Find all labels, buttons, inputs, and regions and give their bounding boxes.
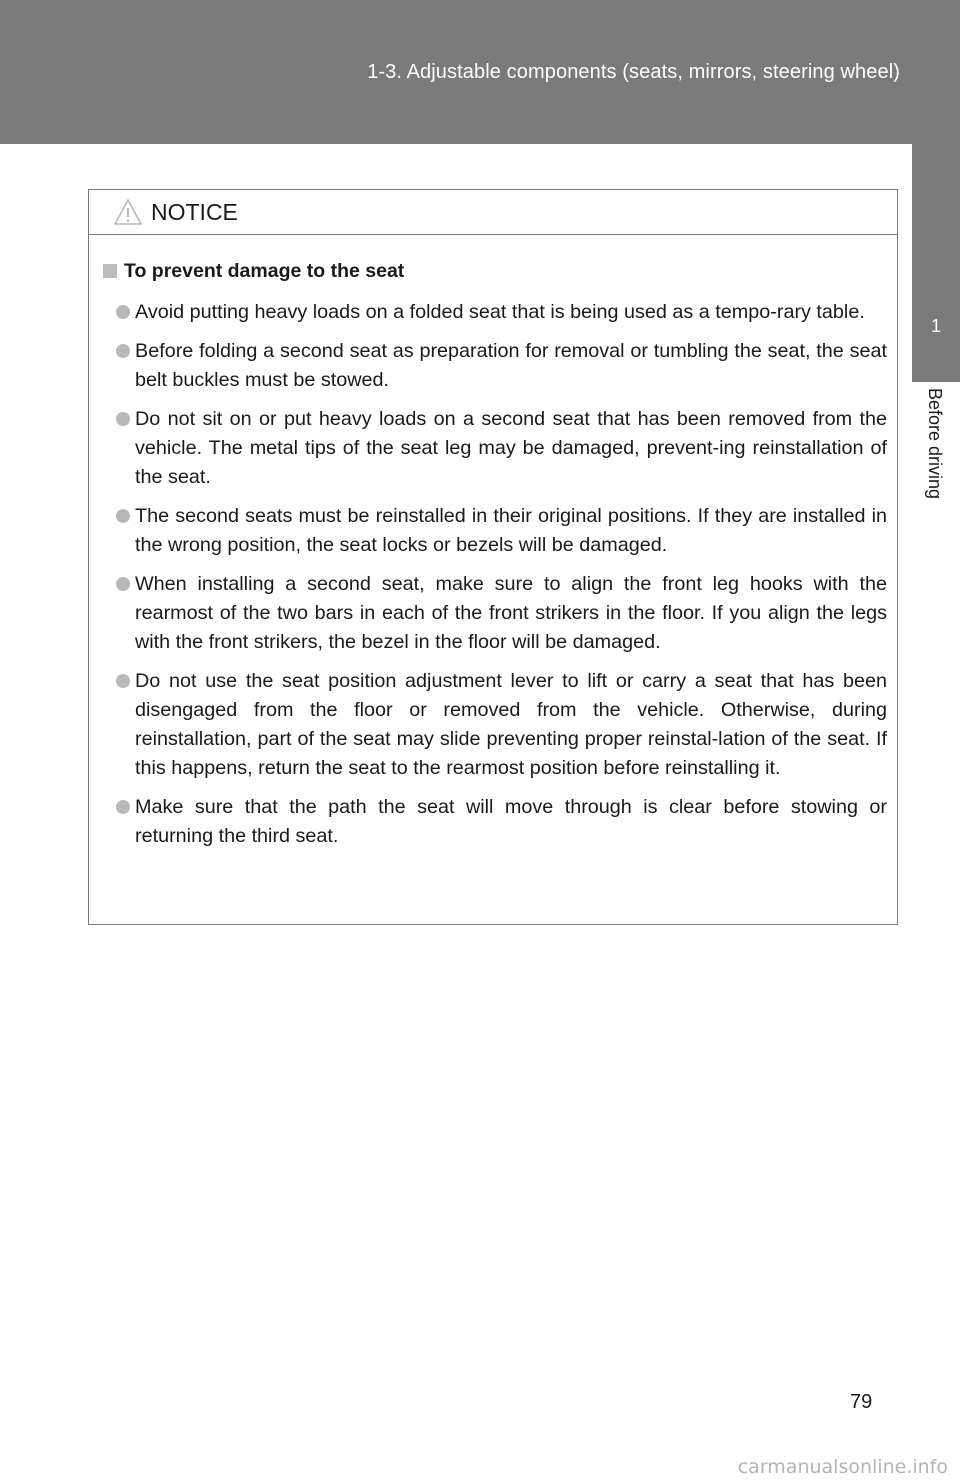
circle-bullet-icon — [116, 509, 130, 523]
list-item-text: Make sure that the path the seat will move through is clear before stowing or returning the third seat. — [135, 796, 887, 847]
list-item — [103, 298, 887, 327]
square-bullet-icon — [103, 264, 117, 278]
notice-list — [103, 298, 887, 851]
list-item — [103, 337, 887, 395]
circle-bullet-icon — [116, 344, 130, 358]
chapter-number: 1 — [930, 316, 941, 336]
list-item — [103, 793, 887, 851]
notice-body — [89, 235, 897, 851]
list-item-text: When installing a second seat, make sure to align the front leg hooks with the rearmost of the two bars in each of the front strikers in the floor. If you align the legs with the front strikers, the bezel in the floor will be damaged. — [135, 573, 887, 653]
list-item — [103, 667, 887, 783]
circle-bullet-icon — [116, 577, 130, 591]
warning-triangle-icon — [113, 198, 143, 226]
list-item — [103, 502, 887, 560]
list-item — [103, 570, 887, 657]
subheading-text: To prevent damage to the seat — [124, 260, 405, 282]
section-title: 1-3. Adjustable components (seats, mirrors, steering wheel) — [367, 61, 900, 83]
list-item-text: The second seats must be reinstalled in their original positions. If they are installed in the wrong position, the seat locks or bezels will be damaged. — [135, 505, 887, 556]
list-item — [103, 405, 887, 492]
chapter-label: Before driving — [925, 388, 945, 500]
notice-box — [88, 189, 898, 925]
circle-bullet-icon — [116, 674, 130, 688]
notice-title: NOTICE — [151, 199, 238, 225]
watermark: carmanualsonline.info — [737, 1456, 948, 1478]
circle-bullet-icon — [116, 800, 130, 814]
list-item-text: Do not use the seat position adjustment lever to lift or carry a seat that has been disengaged from the floor or removed from the vehicle. Otherwise, during reinstallation, part of the seat may slide preventing proper reinstal-lation of the seat. If this happens, return the seat to the rearmost position before reinstalling it. — [135, 670, 887, 779]
notice-header — [89, 190, 897, 235]
notice-subheading — [103, 257, 887, 286]
list-item-text: Avoid putting heavy loads on a folded seat that is being used as a tempo-rary table. — [135, 301, 865, 323]
circle-bullet-icon — [116, 412, 130, 426]
circle-bullet-icon — [116, 305, 130, 319]
chapter-side-label — [912, 382, 960, 1484]
page-header — [0, 0, 960, 144]
page-number: 79 — [850, 1391, 873, 1413]
list-item-text: Do not sit on or put heavy loads on a second seat that has been removed from the vehicle. The metal tips of the seat leg may be damaged, prevent-ing reinstallation of the seat. — [135, 408, 887, 488]
chapter-tab — [912, 144, 960, 382]
list-item-text: Before folding a second seat as preparation for removal or tumbling the seat, the seat belt buckles must be stowed. — [135, 340, 887, 391]
